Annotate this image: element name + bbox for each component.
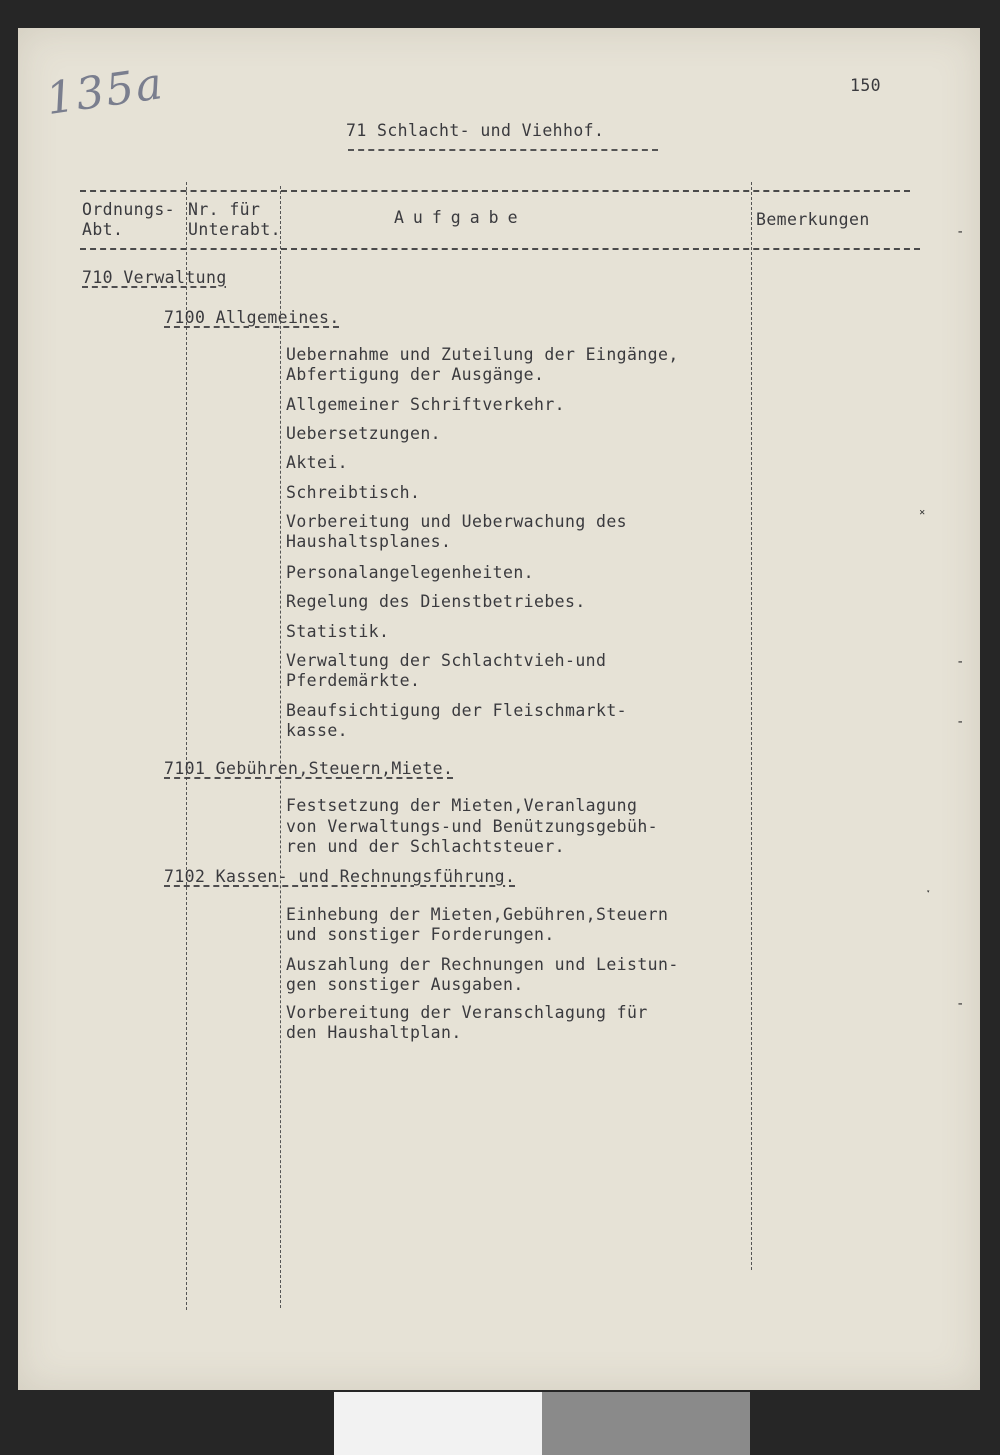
list-item: Abfertigung der Ausgänge. — [286, 365, 545, 384]
list-item: Uebernahme und Zuteilung der Eingänge, — [286, 345, 679, 364]
list-item: Einhebung der Mieten,Gebühren,Steuern — [286, 905, 669, 924]
column-divider-3 — [751, 182, 752, 1270]
header-ordnungs: Ordnungs- — [82, 200, 176, 219]
list-item: Personalangelegenheiten. — [286, 563, 535, 582]
list-item: Vorbereitung und Ueberwachung des — [286, 512, 628, 531]
calibration-gray-patch — [542, 1392, 750, 1455]
page-title: 71 Schlacht- und Viehhof. — [346, 121, 605, 140]
list-item: Vorbereitung der Veranschlagung für — [286, 1003, 648, 1022]
list-item: Verwaltung der Schlachtvieh-und — [286, 651, 607, 670]
margin-mark: ˑ — [924, 886, 933, 902]
header-nr-fuer: Nr. für — [188, 200, 261, 219]
calibration-white-patch — [334, 1392, 542, 1455]
header-aufgabe: Aufgabe — [394, 208, 527, 227]
section-7101: 7101 Gebühren,Steuern,Miete. — [164, 759, 454, 778]
margin-mark: - — [956, 224, 965, 240]
list-item: gen sonstiger Ausgaben. — [286, 975, 524, 994]
document-page — [18, 28, 980, 1390]
list-item: Aktei. — [286, 453, 349, 472]
table-header-rule — [80, 248, 920, 250]
section-710: 710 Verwaltung — [82, 268, 227, 287]
list-item: und sonstiger Forderungen. — [286, 925, 555, 944]
header-abt: Abt. — [82, 220, 124, 239]
list-item: ren und der Schlachtsteuer. — [286, 837, 566, 856]
list-item: Uebersetzungen. — [286, 424, 442, 443]
section-7100: 7100 Allgemeines. — [164, 308, 340, 327]
column-divider-1 — [186, 182, 187, 1310]
list-item: den Haushaltplan. — [286, 1023, 462, 1042]
list-item: von Verwaltungs-und Benützungsgebüh- — [286, 817, 659, 836]
section-7102: 7102 Kassen- und Rechnungsführung. — [164, 867, 516, 886]
list-item: Allgemeiner Schriftverkehr. — [286, 395, 566, 414]
list-item: Auszahlung der Rechnungen und Leistun- — [286, 955, 679, 974]
page-number: 150 — [850, 76, 882, 95]
list-item: Festsetzung der Mieten,Veranlagung — [286, 796, 638, 815]
margin-mark: - — [956, 996, 965, 1012]
margin-mark: - — [956, 714, 965, 730]
list-item: Pferdemärkte. — [286, 671, 421, 690]
list-item: Beaufsichtigung der Fleischmarkt- — [286, 701, 628, 720]
list-item: Statistik. — [286, 622, 390, 641]
handwritten-page-note: 135a — [43, 58, 168, 125]
header-bemerkungen: Bemerkungen — [756, 210, 870, 229]
header-unterabt: Unterabt. — [188, 220, 282, 239]
list-item: kasse. — [286, 721, 349, 740]
calibration-strip — [334, 1392, 750, 1455]
list-item: Schreibtisch. — [286, 483, 421, 502]
margin-mark: - — [956, 654, 965, 670]
table-top-rule — [80, 190, 910, 192]
list-item: Haushaltsplanes. — [286, 532, 452, 551]
margin-mark: ˟ — [918, 508, 927, 524]
title-underline — [348, 149, 658, 151]
column-divider-2 — [280, 186, 281, 1308]
list-item: Regelung des Dienstbetriebes. — [286, 592, 586, 611]
